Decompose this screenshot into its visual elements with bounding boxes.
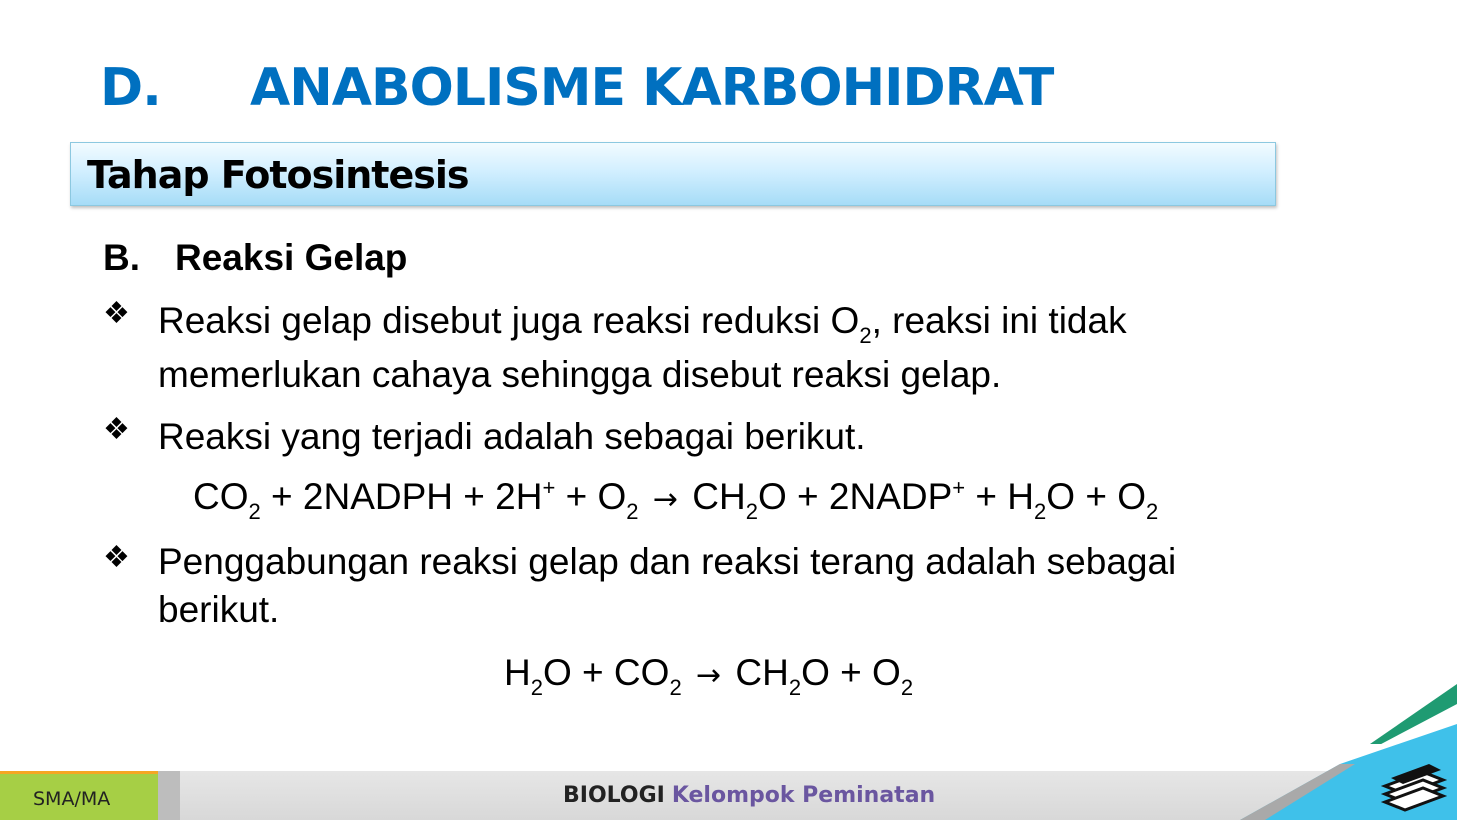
- equation-combined-reaction: [504, 652, 914, 700]
- superscript: +: [542, 475, 556, 500]
- four-diamond-bullet-icon: ❖: [103, 413, 130, 446]
- section-title: Tahap Fotosintesis: [87, 153, 469, 197]
- footer-group: Kelompok Peminatan: [671, 783, 936, 808]
- eq-text: + H: [965, 476, 1035, 517]
- section-bar: [70, 142, 1276, 206]
- subscript: 2: [900, 675, 914, 700]
- level-badge: [0, 771, 158, 820]
- equation-dark-reaction: [193, 475, 1159, 524]
- subscript: 2: [859, 323, 872, 348]
- eq-text: H: [504, 652, 531, 693]
- eq-text: O + O: [1046, 476, 1147, 517]
- four-diamond-bullet-icon: ❖: [103, 541, 130, 574]
- bullet-text: Penggabungan reaksi gelap dan reaksi terang adalah sebagai berikut.: [158, 541, 1177, 630]
- eq-text: + O: [555, 476, 627, 517]
- eq-text: O + O: [801, 652, 901, 693]
- eq-text: CH: [681, 476, 746, 517]
- arrow-icon: →: [652, 482, 678, 517]
- title-letter: D.: [100, 58, 161, 118]
- corner-decoration: [1180, 680, 1457, 820]
- eq-text: CH: [725, 652, 789, 693]
- subscript: 2: [788, 675, 802, 700]
- subscript: 2: [745, 499, 758, 524]
- bullet-text-part: , reaksi ini tidak memerlukan cahaya sehingga disebut reaksi gelap.: [158, 300, 1127, 395]
- bullet-text: Reaksi yang terjadi adalah sebagai berikut.: [158, 416, 866, 457]
- subscript: 2: [626, 499, 639, 524]
- page-title: [100, 58, 1053, 128]
- subheading-text: Reaksi Gelap: [175, 237, 408, 278]
- subscript: 2: [669, 675, 682, 700]
- level-label: SMA/MA: [33, 788, 111, 810]
- bullet-text-part: Reaksi gelap disebut juga reaksi reduksi O: [158, 300, 860, 341]
- bullet-text: [158, 294, 1298, 402]
- subscript: 2: [1146, 499, 1159, 524]
- arrow-icon: →: [695, 658, 722, 693]
- eq-text: CO: [193, 476, 249, 517]
- four-diamond-bullet-icon: ❖: [103, 297, 130, 330]
- subheading: [103, 237, 407, 279]
- title-text: ANABOLISME KARBOHIDRAT: [250, 58, 1054, 118]
- eq-text: O + CO: [542, 652, 670, 693]
- eq-text: + 2NADPH + 2H: [260, 476, 543, 517]
- subscript: 2: [248, 499, 261, 524]
- subheading-label: B.: [103, 237, 140, 278]
- footer-subject: BIOLOGI: [563, 783, 665, 808]
- eq-text: O + 2NADP: [757, 476, 953, 517]
- footer-divider: [158, 771, 180, 820]
- subscript: 2: [1034, 499, 1047, 524]
- subscript: 2: [530, 675, 543, 700]
- superscript: +: [952, 475, 966, 500]
- footer-brand: [563, 783, 935, 808]
